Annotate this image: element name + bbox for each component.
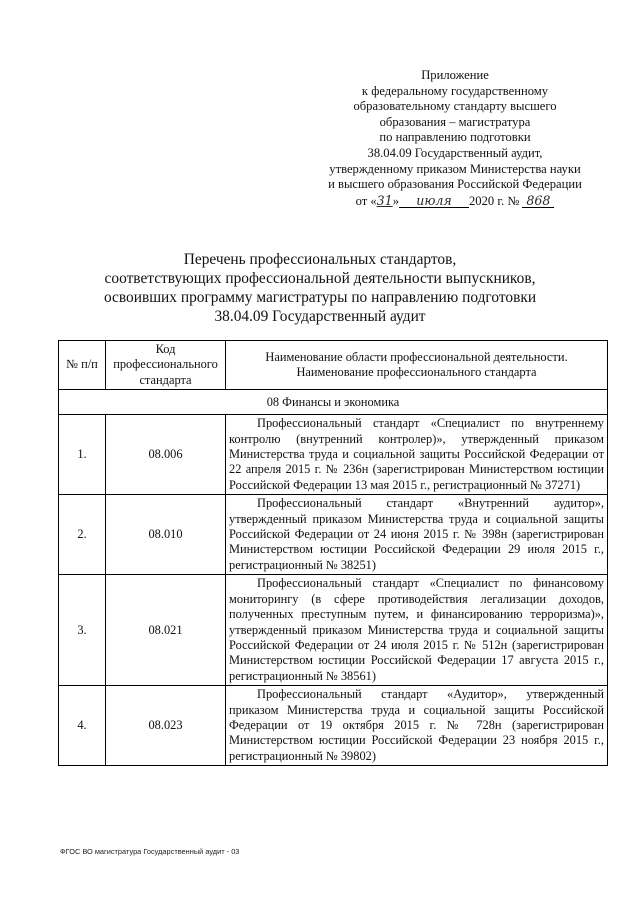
row-number: 2. [59,495,106,575]
appendix-line: образовательному стандарту высшего [353,99,557,114]
standard-description [226,495,608,575]
standards-table [58,340,608,766]
standard-description [226,575,608,686]
date-prefix: от « [355,193,377,208]
handwritten-number: 868 [522,194,554,208]
row-number: 3. [59,575,106,686]
row-number: 4. [59,686,106,766]
date-year: 2020 г. № [469,193,520,208]
standard-text: Профессиональный стандарт «Специалист по финансовому мониторингу (в сфере противодействия легализации доходов, полученных преступным путем, и финансированию терроризма)», утвержденный приказом Министерства труда и социальной защиты Российской Федерации от 24 июля 2015 г. № 512н (зарегистрирован Министерством юстиции Российской Федерации 17 августа 2015 г., регистрационный № 38561) [229,576,604,683]
standard-text: Профессиональный стандарт «Специалист по внутреннему контролю (внутренний контролер)», утвержденный приказом Министерства труда и социальной защиты Российской Федерации от 22 апреля 2015 г. № 236н (зарегистрирован Министерством юстиции Российской Федерации 13 мая 2015 г., регистрационный № 37271) [229,416,604,492]
title-line: Перечень профессиональных стандартов, [183,251,457,268]
handwritten-month: июля [399,194,469,208]
title-line: 38.04.09 Государственный аудит [214,308,426,325]
document-title [100,250,540,326]
appendix-line: образования – магистратура [379,114,531,129]
standard-code: 08.006 [106,415,226,495]
appendix-line: утвержденному приказом Министерства науки [329,161,581,176]
row-number: 1. [59,415,106,495]
standard-code: 08.023 [106,686,226,766]
title-line: соответствующих профессиональной деятельности выпускников, [104,270,536,287]
appendix-line: по направлению подготовки [379,130,531,145]
table-row [59,686,608,766]
section-title: 08 Финансы и экономика [59,390,608,415]
appendix-line: к федеральному государственному [361,83,549,98]
title-line: освоивших программу магистратуры по направлению подготовки [103,289,537,306]
handwritten-day: 31 [376,192,393,208]
header-num: № п/п [59,341,106,390]
date-mid: » [392,193,399,208]
appendix-line: и высшего образования Российской Федерации [328,177,582,192]
page-footer: ФГОС ВО магистратура Государственный аудит - 03 [60,847,240,856]
header-code: Код профессионального стандарта [106,341,226,390]
standard-code: 08.010 [106,495,226,575]
order-date-line [300,193,610,210]
standard-description [226,686,608,766]
table-row [59,575,608,686]
header-name: Наименование области профессиональной деятельности. Наименование профессионального стандарта [226,341,608,390]
table-header-row [59,341,608,390]
standard-text: Профессиональный стандарт «Аудитор», утвержденный приказом Министерства труда и социальной защиты Российской Федерации от 19 октября 2015 г. № 728н (зарегистрирован Министерством юстиции Российской Федерации 23 ноября 2015 г., регистрационный № 39802) [229,687,604,763]
appendix-line: Приложение [421,68,489,82]
table-row [59,495,608,575]
standard-description [226,415,608,495]
standard-code: 08.021 [106,575,226,686]
appendix-line: 38.04.09 Государственный аудит, [367,145,543,160]
standard-text: Профессиональный стандарт «Внутренний аудитор», утвержденный приказом Министерства труда и социальной защиты Российской Федерации от 24 июня 2015 г. № 398н (зарегистрирован Министерством юстиции Российской Федерации 29 июля 2015 г., регистрационный № 38251) [229,496,604,572]
appendix-header [300,68,610,209]
section-row [59,390,608,415]
table-row [59,415,608,495]
